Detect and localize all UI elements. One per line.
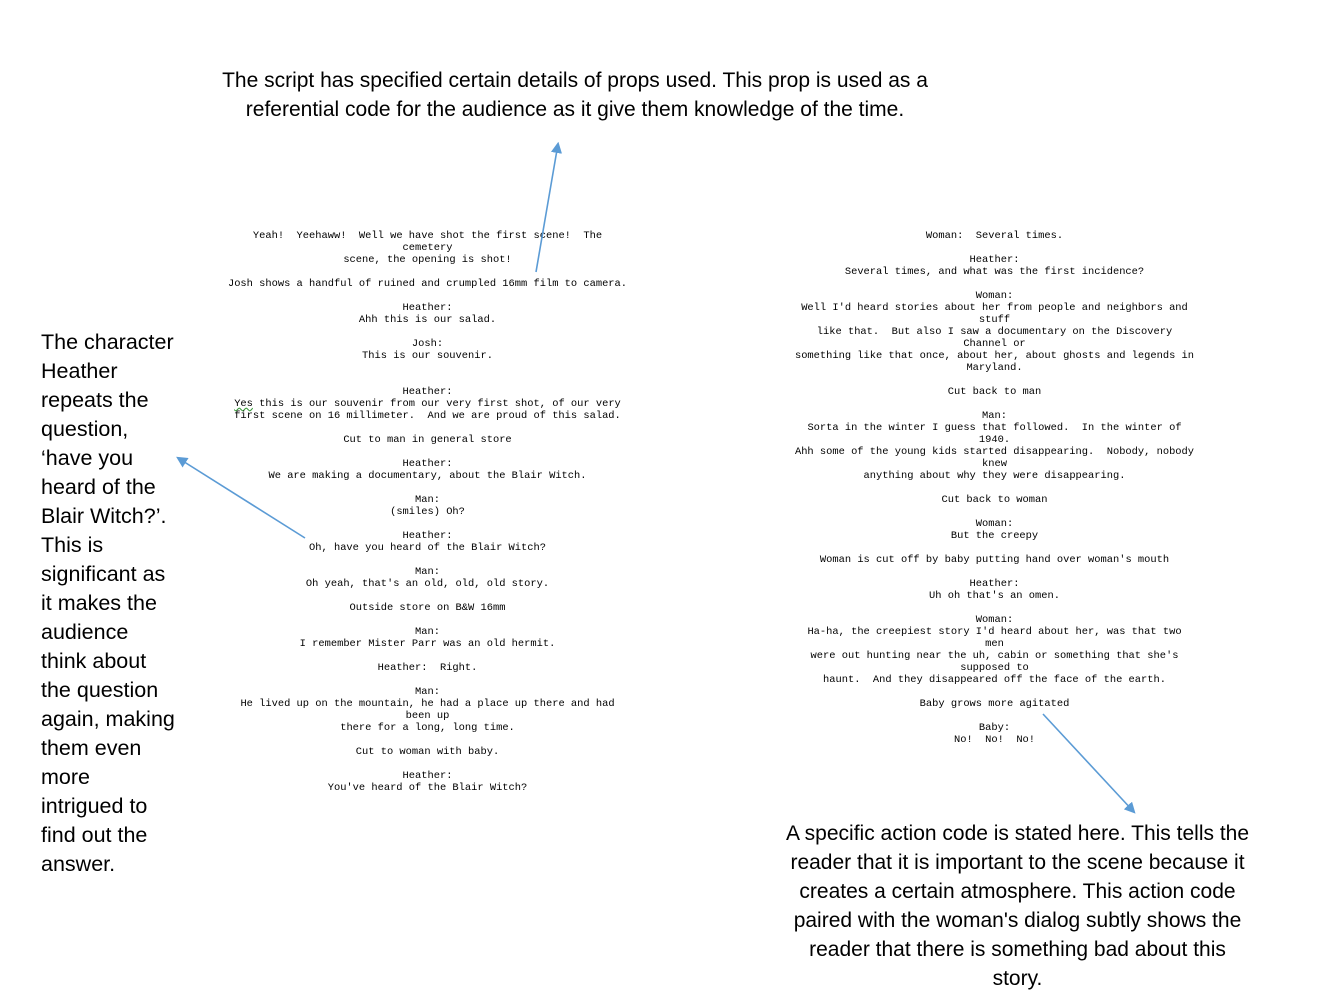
annotation-line: heard of the: [41, 475, 156, 499]
script-line: 1940.: [978, 434, 1011, 446]
script-line: Oh, have you heard of the Blair Witch?: [309, 542, 546, 554]
annotation-line: it makes the: [41, 591, 157, 615]
script-line: Channel or: [963, 338, 1026, 350]
script-line: Cut back to woman: [941, 494, 1048, 506]
script-line: Heather:: [969, 254, 1020, 266]
script-line: Ha-ha, the creepiest story I'd heard about her, was that two: [807, 626, 1182, 638]
script-line: men: [985, 638, 1004, 650]
annotation-line: reader that there is something bad about this: [809, 938, 1226, 961]
script-line: Man:: [415, 494, 440, 506]
script-line: were out hunting near the uh, cabin or something that she's: [810, 650, 1179, 662]
script-line: been up: [405, 710, 450, 722]
script-line: first scene on 16 millimeter. And we are proud of this salad.: [234, 410, 621, 422]
script-line: Woman:: [975, 614, 1014, 626]
script-line: Cut back to man: [947, 386, 1042, 398]
script-line: Outside store on B&W 16mm: [349, 602, 506, 614]
script-line: Man:: [415, 566, 440, 578]
script-line: scene, the opening is shot!: [343, 254, 512, 266]
script-line: Heather:: [969, 578, 1020, 590]
script-line: I remember Mister Parr was an old hermit.: [299, 638, 556, 650]
script-line: knew: [982, 458, 1007, 470]
script-line: Well I'd heard stories about her from people and neighbors and: [801, 302, 1188, 314]
script-line: No! No! No!: [953, 734, 1036, 746]
annotation-line: them even: [41, 736, 142, 760]
annotation-line: This is: [41, 533, 104, 557]
script-line: Woman:: [975, 290, 1014, 302]
script-line: Woman is cut off by baby putting hand over woman's mouth: [819, 554, 1170, 566]
annotation-line: A specific action code is stated here. This tells the: [785, 822, 1250, 845]
annotation-line: Heather: [41, 359, 118, 383]
script-line: Uh oh that's an omen.: [929, 590, 1060, 602]
script-line: But the creepy: [950, 530, 1039, 542]
annotation-line: question,: [41, 417, 129, 441]
script-line: like that. But also I saw a documentary on the Discovery: [816, 326, 1173, 338]
script-line: Man:: [982, 410, 1007, 422]
spellcheck-flagged-word: Yes: [234, 398, 253, 410]
script-line: Heather:: [402, 386, 453, 398]
script-line: Josh:: [411, 338, 444, 350]
script-line: We are making a documentary, about the Blair Witch.: [268, 470, 587, 482]
annotation-line: referential code for the audience as it give them knowledge of the time.: [245, 98, 905, 121]
script-line: cemetery: [402, 242, 453, 254]
annotation-line: ‘have you: [41, 446, 134, 470]
arrow-to-props-annotation: [536, 144, 558, 272]
script-line: You've heard of the Blair Witch?: [327, 782, 528, 794]
script-line: anything about why they were disappearing.: [863, 470, 1126, 482]
script-line: Woman: Several times.: [925, 230, 1064, 242]
annotation-line: The script has specified certain details of props used. This prop is used as a: [222, 69, 928, 92]
script-line: Josh shows a handful of ruined and crumpled 16mm film to camera.: [227, 278, 628, 290]
annotation-line: find out the: [41, 823, 148, 847]
script-line: haunt. And they disappeared off the face of the earth.: [823, 674, 1166, 686]
script-line: Oh yeah, that's an old, old, old story.: [305, 578, 550, 590]
annotation-line: significant as: [41, 562, 166, 586]
annotation-line: intrigued to: [41, 794, 148, 818]
script-line: (smiles) Oh?: [390, 506, 465, 518]
annotation-line: repeats the: [41, 388, 149, 412]
annotation-line: answer.: [41, 852, 116, 876]
script-line: He lived up on the mountain, he had a place up there and had: [240, 698, 615, 710]
script-line: Ahh some of the young kids started disappearing. Nobody, nobody: [794, 446, 1195, 458]
annotation-line: paired with the woman's dialog subtly shows the: [793, 909, 1242, 932]
script-line: Maryland.: [966, 362, 1023, 374]
annotation-line: more: [41, 765, 90, 789]
script-line: Baby grows more agitated: [919, 698, 1070, 710]
script-line: Baby:: [978, 722, 1011, 734]
script-line: Several times, and what was the first incidence?: [844, 266, 1145, 278]
script-line: stuff: [978, 314, 1011, 326]
script-line: supposed to: [960, 662, 1029, 674]
annotation-line: the question: [41, 678, 159, 702]
annotation-line: Blair Witch?’.: [41, 504, 167, 528]
script-line: This is our souvenir.: [362, 350, 493, 362]
annotation-line: The character: [41, 330, 174, 354]
arrow-to-action-annotation: [1043, 714, 1134, 812]
script-line: Yes this is our souvenir from our very first shot, of our very: [234, 398, 621, 410]
script-line: there for a long, long time.: [340, 722, 515, 734]
script-line: something like that once, about her, about ghosts and legends in: [794, 350, 1195, 362]
script-line: Man:: [415, 686, 440, 698]
annotation-line: again, making: [41, 707, 175, 731]
script-line: Heather:: [402, 458, 453, 470]
script-line: Woman:: [975, 518, 1014, 530]
script-line: Heather:: [402, 770, 453, 782]
script-line: Sorta in the winter I guess that followed. In the winter of: [807, 422, 1182, 434]
annotation-line: story.: [992, 967, 1043, 990]
annotation-line: audience: [41, 620, 129, 644]
script-line: Heather: Right.: [377, 662, 478, 674]
script-line: Ahh this is our salad.: [358, 314, 497, 326]
arrow-to-heather-annotation: [178, 458, 305, 538]
annotation-line: think about: [41, 649, 147, 673]
script-line: Man:: [415, 626, 440, 638]
annotation-line: creates a certain atmosphere. This action code: [799, 880, 1236, 903]
script-line: Heather:: [402, 530, 453, 542]
script-line: Cut to woman with baby.: [355, 746, 500, 758]
script-line: Heather:: [402, 302, 453, 314]
script-line: Yeah! Yeehaww! Well we have shot the first scene! The: [252, 230, 603, 242]
script-line: Cut to man in general store: [343, 434, 512, 446]
annotation-line: reader that it is important to the scene because it: [790, 851, 1245, 874]
